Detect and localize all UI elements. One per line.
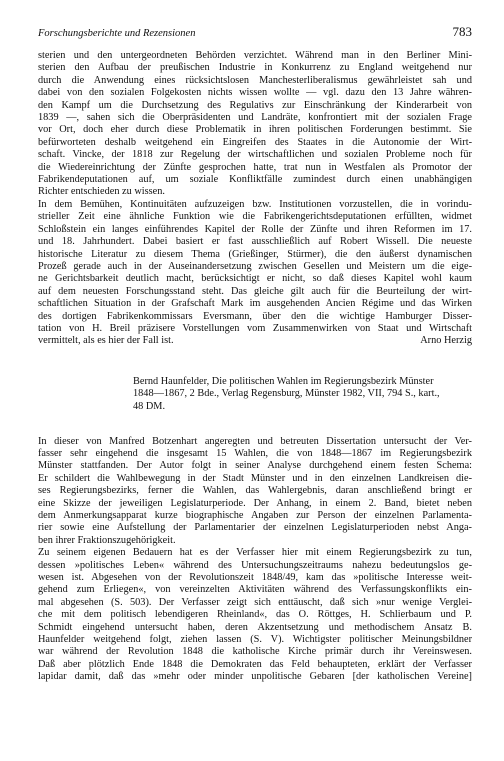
text-line: auf dem neuesten Forschungsstand steht. Das gleiche gilt auch für die Beurteilung der wirt- bbox=[38, 285, 472, 297]
running-head-title: Forschungsberichte und Rezensionen bbox=[38, 28, 196, 39]
text-line: war während der Revolution 1848 die katholische Kirche primär durch ihr Vereinswesen. bbox=[38, 646, 472, 658]
biblio-line: 1848—1867, 2 Bde., Verlag Regensburg, Münster 1982, VII, 794 S., kart., bbox=[133, 388, 440, 400]
biblio-line: 48 DM. bbox=[133, 400, 166, 412]
running-head bbox=[38, 24, 472, 50]
text-line: historische Literatur zu diesem Thema (Grießinger, Stürmer), die den äußerst dynamischen bbox=[38, 248, 472, 260]
text-line: durch die Anwendung eines rücksichtslosen Manchesterliberalismus gewährleistet sah und bbox=[38, 74, 472, 86]
text-line: Haunfelder weitgehend folgt, ziehen lassen (S. V). Wichtigster politischer Meinungsbildner bbox=[38, 634, 472, 646]
biblio-line: Bernd Haunfelder, Die politischen Wahlen im Regierungsbezirk Münster bbox=[133, 375, 434, 387]
text-line: sterien den Aufbau der preußischen Industrie in Konkurrenz zu England weitgehend nur bbox=[38, 62, 472, 74]
text-line: schaftlichen Situation in der Grafschaft Mark im ausgehenden Ancien Régime und das Wirken bbox=[38, 298, 472, 310]
text-line: fasser sehr eingehend die insgesamt 15 Wahlen, die von 1848—1867 im Regierungsbezirk bbox=[38, 447, 472, 459]
text-line: mal abgesehen (S. 503). Der Verfasser zeigt sich enttäuscht, daß sich »nur wenige Verglei- bbox=[38, 596, 472, 608]
text-line: ne Gerichtsbarkeit deutlich macht, berücksichtigt er nicht, so daß dieses Kapitel wohl kaum bbox=[38, 273, 472, 285]
text-line: dessen »politisches Leben« während des Untersuchungszeitraums nahezu bedeutungslos ge- bbox=[38, 559, 472, 571]
reviewer-name: Arno Herzig bbox=[420, 335, 472, 347]
text-line: Richter entschieden zu wissen. bbox=[38, 186, 165, 198]
text-line: lapidar damit, daß das »mehr oder minder unpolitische Gebaren [der katholischen Vereine] bbox=[38, 671, 472, 683]
text-line: sterien und den untergeordneten Behörden verzichtet. Während man in den Berliner Mini- bbox=[38, 50, 472, 61]
text-line: und 18. Jahrhundert. Dabei basiert er fast ausschließlich auf Robert Wissell. Die neueste bbox=[38, 236, 472, 248]
text-line: strieller Zeit eine ähnliche Funktion wie die Fabrikengerichtsdeputationen erfüllten, widmet bbox=[38, 211, 472, 223]
page-number: 783 bbox=[452, 24, 472, 39]
text-line: ses Regierungsbezirks, ferner die Wahlen, das Wahlergebnis, daran anschließend bringt er bbox=[38, 485, 472, 497]
text-line: Daß aber plötzlich Ende 1848 die Demokraten das Feld behaupteten, erklärt der Verfasser bbox=[38, 658, 472, 670]
text-line: Schmidt eingehend untersucht haben, deren Akzentsetzung und methodischem Ansatz B. bbox=[38, 621, 472, 633]
text-line: Prozeß gerade auch in der Auseinandersetzung zwischen Gesellen und Meistern um die eige- bbox=[38, 260, 472, 272]
text-line: befürworteten deshalb weitgehend ein Eingreifen des Staates in die Autonomie der Wirt- bbox=[38, 136, 472, 148]
text-line: des dortigen Fabrikenkommissars Eversmann, über den die wichtige Hamburger Disser- bbox=[38, 310, 472, 322]
text-line: dabei von den sozialen Folgekosten nichts wissen wollte — vgl. dazu den 13 Jahre währen- bbox=[38, 87, 472, 99]
text-line: den Kampf um die Durchsetzung des Regulativs zur Einschränkung der Kinderarbeit von bbox=[38, 99, 472, 111]
text-line: Er schildert die Wahlbewegung in der Stadt Münster und in den einzelnen Landkreisen die- bbox=[38, 472, 472, 484]
text-line: vor Ort, doch eher durch diese Problematik in ihren politischen Forderungen bestimmt. Sie bbox=[38, 124, 472, 136]
text-line: Schloßstein ein langes einführendes Kapitel der Rolle der Zünfte und ihren Reformen im 17. bbox=[38, 223, 472, 235]
text-line: gehend zum Erliegen«, von vereinzelten Aktivitäten während des Verfassungskonflikts ein- bbox=[38, 584, 472, 596]
text-line: In dieser von Manfred Botzenhart angeregten und betreuten Dissertation untersucht der Ver- bbox=[38, 435, 472, 447]
text-line: Zu seinem eigenen Bedauern hat es der Verfasser hier mit einem Regierungsbezirk zu tun, bbox=[38, 547, 472, 559]
review-body-haunfelder bbox=[38, 436, 472, 684]
text-line: die Wiedereinrichtung der Zünfte gesprochen hatte, trat nun in Westfalen als Promotor der bbox=[38, 161, 472, 173]
text-line: schaft. Vincke, der 1818 zur Regelung der wirtschaftlichen und sozialen Probleme noch für bbox=[38, 149, 472, 161]
text-line: In dem Bemühen, Kontinuitäten aufzuzeigen bzw. Institutionen vorzustellen, die in vorindu- bbox=[38, 198, 472, 210]
text-line: 1839 —, sahen sich die Oberpräsidenten und Landräte, konfrontiert mit der sozialen Frage bbox=[38, 112, 472, 124]
review-body-herzig bbox=[38, 50, 472, 348]
text-line: eine Skizze der jeweiligen Legislaturperiode. Der Anhang, in einem 2. Band, bietet neben bbox=[38, 497, 472, 509]
text-line: ben ihrer Fraktionszugehörigkeit. bbox=[38, 534, 176, 546]
text-line: Münster stattfanden. Der Autor folgt in seiner Analyse durchgehend einem festen Schema: bbox=[38, 460, 472, 472]
text-line: Fabrikendeputationen auf, um soziale Konfliktfälle zumindest durch einen unabhängigen bbox=[38, 174, 472, 186]
signature-row bbox=[38, 335, 472, 347]
text-line: che mit dem politisch lebendigeren Rheinland«, das O. Röttges, H. Schlierbaum und P. bbox=[38, 609, 472, 621]
journal-page bbox=[38, 24, 472, 684]
bibliographic-entry bbox=[133, 376, 472, 414]
text-line: vermittelt, als es hier der Fall ist. bbox=[38, 335, 174, 347]
text-line: tation von H. Breil präzisere Vorstellungen vom Zusammenwirken von Staat und Wirtschaft bbox=[38, 322, 472, 334]
text-line: dem Anmerkungsapparat kurze biographische Angaben zur Person der einzelnen Parlamenta- bbox=[38, 509, 472, 521]
text-line: wesen ist. Abgesehen von der Revolutionszeit 1848/49, kam das »politische Interesse weit- bbox=[38, 572, 472, 583]
text-line: rier sowie eine Aufstellung der Parlamentarier der einzelnen Legislaturperioden nebst Anga- bbox=[38, 522, 472, 534]
